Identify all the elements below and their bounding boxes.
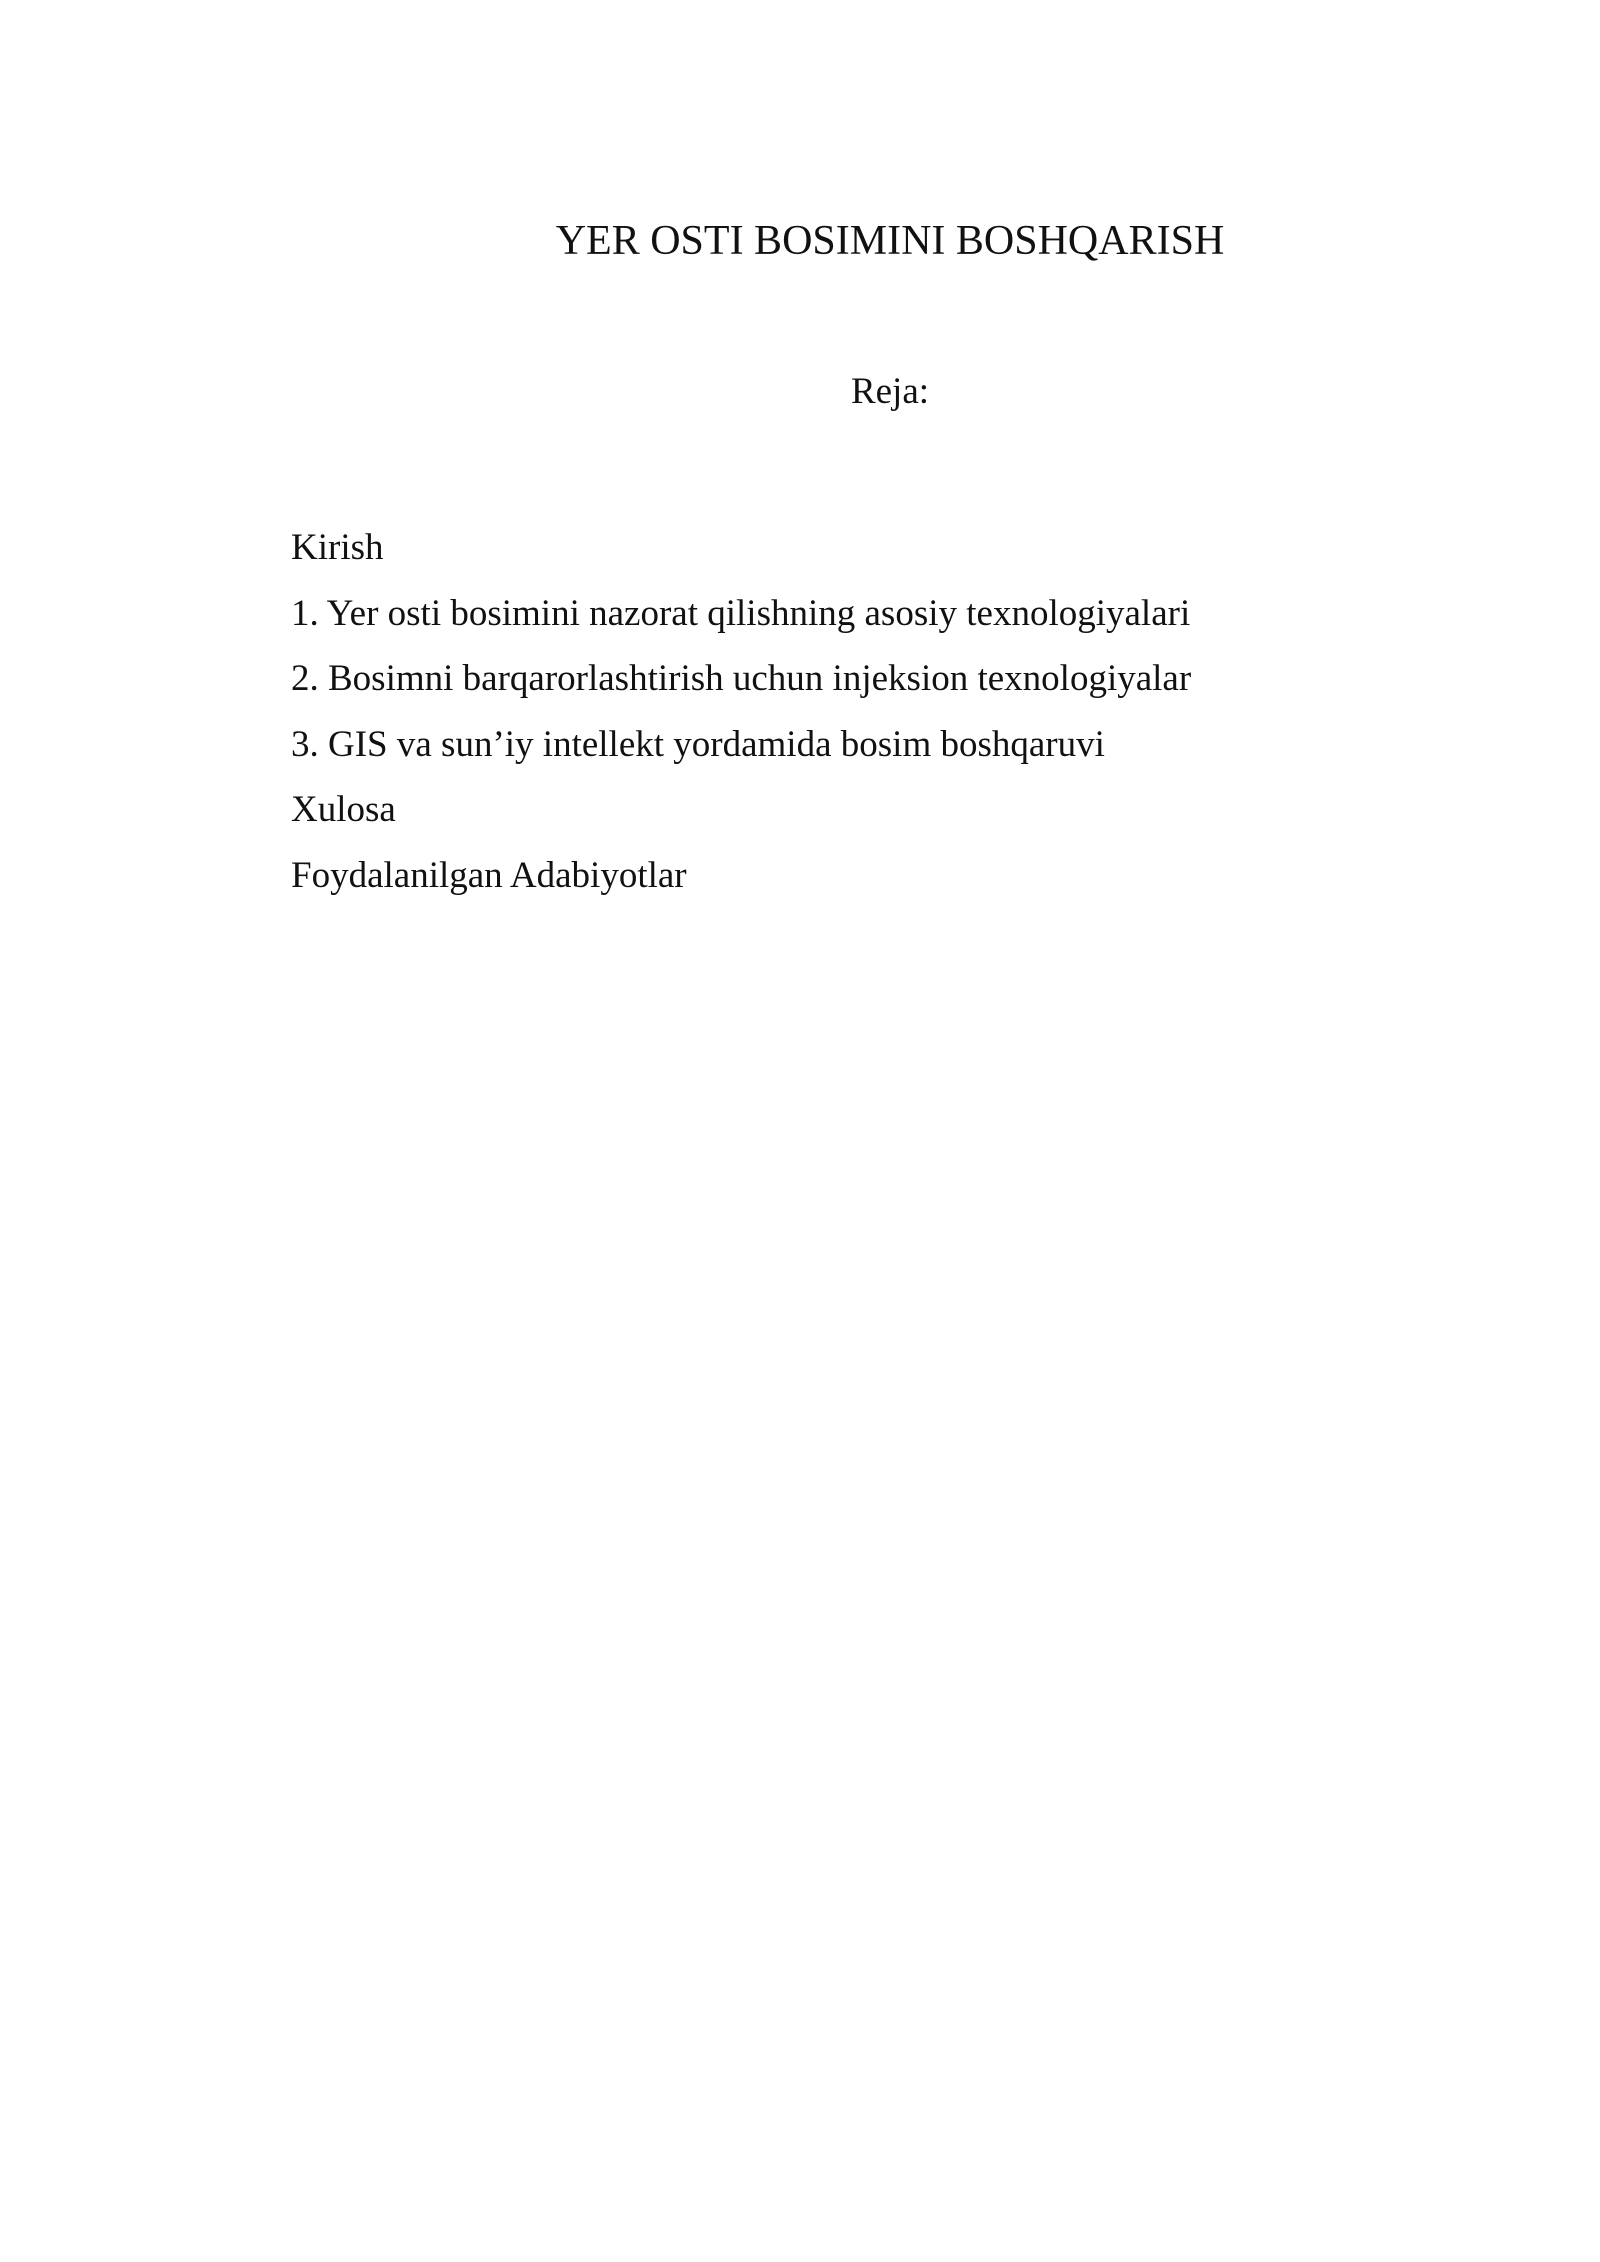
toc-item-references: Foydalanilgan Adabiyotlar (291, 854, 687, 896)
toc-item-introduction: Kirish (291, 527, 384, 568)
toc-item-1: 1. Yer osti bosimini nazorat qilishning asosiy texnologiyalari (291, 592, 1191, 634)
toc-item-2: 2. Bosimni barqarorlashtirish uchun injeksion texnologiyalar (291, 658, 1192, 699)
document-title: YER OSTI BOSIMINI BOSHQARISH (555, 218, 1225, 264)
plan-heading: Reja: (850, 371, 930, 412)
toc-item-conclusion: Xulosa (291, 789, 396, 830)
toc-item-3: 3. GIS va sun’iy intellekt yordamida bosim boshqaruvi (291, 723, 1105, 765)
table-of-contents (291, 515, 1191, 908)
